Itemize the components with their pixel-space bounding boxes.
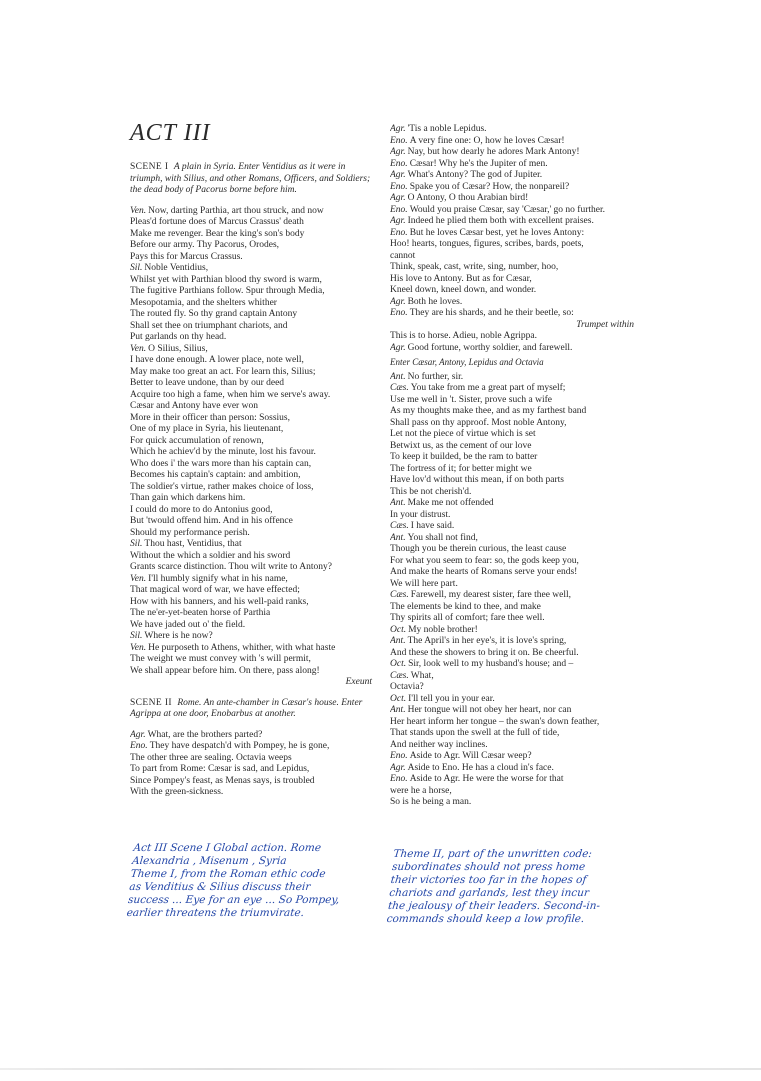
- verse-line: [390, 556, 634, 568]
- line-text: Would you praise Cæsar, say 'Cæsar,' go no further.: [409, 204, 605, 215]
- line-text: Sir, look well to my husband's house; and –: [408, 659, 574, 669]
- verse-line: [130, 263, 372, 275]
- verse-line: [130, 585, 372, 597]
- line-text: Cæsar and Antony have ever won: [130, 401, 258, 411]
- speaker-name: Ven.: [130, 573, 147, 584]
- verse-line: [390, 567, 634, 579]
- speaker-name: Eno.: [390, 774, 408, 784]
- verse-line: [390, 182, 634, 194]
- scene1-heading: [130, 162, 372, 197]
- line-text: May make too great an act. For learn this, Silius;: [130, 366, 316, 377]
- verse-line: [130, 367, 372, 379]
- line-text: More in their officer than person: Sossius,: [130, 412, 290, 423]
- line-text: Pleas'd fortune does of Marcus Crassus' death: [130, 217, 304, 227]
- line-text: The elements be kind to thee, and make: [390, 601, 541, 612]
- line-text: Her tongue will not obey her heart, nor can: [407, 705, 572, 715]
- line-text: That magical word of war, we have effected;: [130, 585, 300, 595]
- line-text: You shall not find,: [407, 532, 478, 543]
- line-text: What's Antony? The god of Jupiter.: [407, 170, 543, 180]
- line-text: Should my performance perish.: [130, 527, 250, 538]
- verse-line: [390, 274, 634, 286]
- verse-line: [130, 516, 372, 528]
- speaker-name: Ant.: [390, 371, 406, 382]
- verse-line: [130, 229, 372, 241]
- verse-line: [390, 262, 634, 274]
- verse-line: [390, 694, 634, 706]
- line-text: Octavia?: [390, 682, 424, 692]
- line-text: I have said.: [410, 521, 455, 531]
- speaker-name: Ant.: [390, 705, 406, 715]
- line-text: And these the showers to bring it on. Be cheerful.: [390, 647, 579, 658]
- line-text: They have despatch'd with Pompey, he is gone,: [149, 741, 330, 751]
- speaker-name: Ant.: [390, 532, 406, 543]
- scene2-direction: Rome. An ante-chamber in Cæsar's house. Enter Agrippa at one door, Enobarbus at another.: [130, 697, 363, 719]
- line-text: Than gain which darkens him.: [130, 493, 246, 503]
- line-text: One of my place in Syria, his lieutenant,: [130, 424, 284, 434]
- verse-line: [390, 613, 634, 625]
- speaker-name: Ant.: [390, 498, 406, 508]
- verse-line: [390, 285, 634, 297]
- verse-line: [130, 390, 372, 402]
- line-text: Becomes his captain's captain: and ambition,: [130, 470, 301, 480]
- line-text: No further, sir.: [407, 371, 464, 382]
- verse-line: [390, 487, 634, 499]
- verse-line: [130, 787, 372, 799]
- act-title: ACT III: [130, 120, 211, 146]
- line-text: Aside to Agr. He were the worse for that: [409, 774, 564, 784]
- line-text: Without the which a soldier and his sword: [130, 550, 291, 561]
- line-text: A very fine one: O, how he loves Cæsar!: [409, 135, 565, 146]
- line-text: Pays this for Marcus Crassus.: [130, 251, 243, 262]
- right-lines-c: [390, 372, 634, 809]
- verse-line: [130, 240, 372, 252]
- verse-line: [390, 452, 634, 464]
- line-text: Thy spirits all of comfort; fare thee well.: [390, 613, 545, 623]
- line-text: Have lov'd without this mean, if on both parts: [390, 475, 565, 485]
- line-text: But 'twould offend him. And in his offence: [130, 516, 293, 526]
- line-text: Now, darting Parthia, art thou struck, and now: [148, 205, 324, 216]
- line-text: The April's in her eye's, it is love's spring,: [407, 636, 567, 646]
- verse-line: [390, 475, 634, 487]
- line-text: His love to Antony. But as for Cæsar,: [390, 273, 532, 284]
- line-text: How with his banners, and his well-paid ranks,: [130, 596, 309, 607]
- line-text: And neither way inclines.: [390, 739, 488, 750]
- verse-line: [390, 193, 634, 205]
- verse-line: [130, 206, 372, 218]
- line-text: What,: [410, 670, 434, 681]
- verse-line: [390, 395, 634, 407]
- line-text: Make me not offended: [407, 498, 494, 508]
- verse-line: [130, 753, 372, 765]
- scene2-number: SCENE II: [130, 697, 172, 708]
- verse-line: [130, 505, 372, 517]
- line-text: We will here part.: [390, 578, 458, 589]
- verse-line: [390, 510, 634, 522]
- scene1-number: SCENE I: [130, 162, 169, 172]
- line-text: Kneel down, kneel down, and wonder.: [390, 285, 537, 295]
- line-text: Cæsar! Why he's the Jupiter of men.: [409, 158, 548, 169]
- line-text: O Silius, Silius,: [148, 343, 208, 354]
- verse-line: [130, 608, 372, 620]
- speaker-name: Ven.: [130, 205, 147, 216]
- line-text: You take from me a great part of myself;: [410, 383, 566, 393]
- handwritten-note-left: [126, 842, 345, 920]
- speaker-name: Agr.: [390, 296, 406, 307]
- verse-line: [390, 205, 634, 217]
- note-line: success ... Eye for an eye ... So Pompey,: [127, 894, 340, 906]
- verse-line: [130, 309, 372, 321]
- note-line: their victories too far in the hopes of: [390, 874, 587, 886]
- left-column: [130, 162, 372, 799]
- line-text: Thou hast, Ventidius, that: [144, 539, 242, 549]
- line-text: I'll tell you in your ear.: [408, 693, 495, 704]
- verse-line: [390, 429, 634, 441]
- verse-line: [130, 539, 372, 551]
- line-text: I have done enough. A lower place, note well,: [130, 355, 304, 365]
- line-text: 'Tis a noble Lepidus.: [407, 124, 487, 134]
- speaker-name: Agr.: [390, 342, 406, 353]
- speaker-name: Sil.: [130, 631, 143, 641]
- line-text: Hoo! hearts, tongues, figures, scribes, bards, poets,: [390, 239, 584, 249]
- note-line: Theme II, part of the unwritten code:: [392, 848, 593, 860]
- line-text: Which he achiev'd by the minute, lost his favour.: [130, 447, 316, 457]
- verse-line: [390, 648, 634, 660]
- speaker-name: Agr.: [390, 124, 406, 134]
- verse-line: [390, 774, 634, 786]
- verse-line: [130, 528, 372, 540]
- verse-line: [390, 786, 634, 798]
- line-text: The soldier's virtue, rather makes choice of loss,: [130, 481, 314, 492]
- line-text: Aside to Agr. Will Cæsar weep?: [409, 751, 532, 761]
- scene1-exit: Exeunt: [345, 677, 372, 687]
- speaker-name: Agr.: [390, 193, 406, 203]
- line-text: I could do more to do Antonius good,: [130, 504, 273, 515]
- speaker-name: Eno.: [390, 135, 408, 146]
- line-text: Shall pass on thy approof. Most noble Antony,: [390, 417, 567, 428]
- scene1-direction: A plain in Syria. Enter Ventidius as it were in triumph, with Silius, and other Romans, Officers, and Soldiers; the dead body of Pacorus borne before him.: [130, 162, 371, 195]
- verse-line: [130, 344, 372, 356]
- verse-line: [390, 343, 634, 355]
- line-text: But he loves Cæsar best, yet he loves Antony:: [409, 227, 585, 238]
- scene2-heading: [130, 698, 372, 721]
- verse-line: [130, 654, 372, 666]
- verse-line: [390, 625, 634, 637]
- verse-line: [130, 551, 372, 563]
- verse-line: [390, 590, 634, 602]
- line-text: The other three are sealing. Octavia weeps: [130, 752, 292, 763]
- verse-line: [130, 436, 372, 448]
- speaker-name: Eno.: [390, 751, 408, 761]
- verse-line: [390, 216, 634, 228]
- verse-line: [130, 620, 372, 632]
- line-text: Use me well in 't. Sister, prove such a wife: [390, 394, 553, 405]
- verse-line: [130, 776, 372, 788]
- speaker-name: Oct.: [390, 693, 407, 704]
- line-text: With the green-sickness.: [130, 787, 224, 797]
- line-text: The fortress of it; for better might we: [390, 463, 532, 474]
- verse-line: [130, 574, 372, 586]
- speaker-name: Sil.: [130, 263, 143, 273]
- verse-line: [390, 797, 634, 809]
- line-text: Nay, but how dearly he adores Mark Antony!: [407, 147, 580, 157]
- verse-line: [130, 666, 372, 678]
- speaker-name: Cæs.: [390, 521, 409, 531]
- line-text: Make me revenger. Bear the king's son's body: [130, 228, 305, 239]
- verse-line: [130, 355, 372, 367]
- speaker-name: Agr.: [130, 729, 146, 740]
- verse-line: [390, 147, 634, 159]
- line-text: cannot: [390, 250, 416, 261]
- verse-line: [390, 728, 634, 740]
- line-text: I'll humbly signify what in his name,: [148, 573, 288, 584]
- verse-line: [390, 579, 634, 591]
- note-line: the jealousy of their leaders. Second-in-: [387, 900, 601, 912]
- verse-line: [390, 521, 634, 533]
- verse-line: [130, 275, 372, 287]
- speaker-name: Ven.: [130, 343, 147, 354]
- verse-line: [390, 239, 634, 251]
- right-column: [390, 124, 634, 809]
- line-text: Think, speak, cast, write, sing, number, hoo,: [390, 262, 559, 272]
- note-line: subordinates should not press home: [391, 861, 586, 873]
- speaker-name: Eno.: [390, 158, 408, 169]
- line-text: O Antony, O thou Arabian bird!: [407, 193, 529, 203]
- note-line: as Venditius & Silius discuss their: [128, 881, 311, 893]
- note-line: Theme I, from the Roman ethic code: [130, 868, 327, 880]
- line-text: The routed fly. So thy grand captain Antony: [130, 309, 298, 319]
- speaker-name: Agr.: [390, 762, 406, 773]
- verse-line: [130, 424, 372, 436]
- verse-line: [390, 308, 634, 320]
- speaker-name: Agr.: [390, 216, 406, 226]
- line-text: Betwixt us, as the cement of our love: [390, 440, 532, 451]
- line-text: Farewell, my dearest sister, fare thee well,: [410, 590, 572, 600]
- line-text: This be not cherish'd.: [390, 486, 472, 497]
- line-text: For quick accumulation of renown,: [130, 435, 264, 446]
- line-text: He purposeth to Athens, whither, with what haste: [148, 642, 336, 653]
- verse-line: [390, 602, 634, 614]
- verse-line: [390, 763, 634, 775]
- verse-line: [130, 482, 372, 494]
- verse-line: [390, 682, 634, 694]
- verse-line: [390, 464, 634, 476]
- line-text: We have jaded out o' the field.: [130, 619, 246, 630]
- verse-line: [130, 447, 372, 459]
- speaker-name: Sil.: [130, 539, 143, 549]
- verse-line: [390, 498, 634, 510]
- line-text: We shall appear before him. On there, pass along!: [130, 665, 320, 676]
- line-text: Let not the piece of virtue which is set: [390, 429, 536, 439]
- verse-line: [390, 740, 634, 752]
- verse-line: [130, 413, 372, 425]
- verse-line: [390, 331, 634, 343]
- verse-line: [130, 631, 372, 643]
- line-text: Noble Ventidius,: [144, 263, 209, 273]
- line-text: Whilst yet with Parthian blood thy sword is warm,: [130, 274, 322, 285]
- line-text: To keep it builded, be the ram to batter: [390, 452, 538, 462]
- speaker-name: Eno.: [130, 741, 148, 751]
- line-text: The weight we must convey with 's will permit,: [130, 654, 311, 664]
- note-line: chariots and garlands, lest they incur: [388, 887, 590, 899]
- verse-line: [390, 383, 634, 395]
- verse-line: [130, 493, 372, 505]
- verse-line: [390, 251, 634, 263]
- line-text: My noble brother!: [408, 624, 478, 635]
- verse-line: [130, 378, 372, 390]
- line-text: Indeed he plied them both with excellent praises.: [407, 216, 594, 226]
- verse-line: [390, 659, 634, 671]
- verse-line: [390, 228, 634, 240]
- enter-direction: Enter Cæsar, Antony, Lepidus and Octavia: [390, 357, 544, 367]
- trumpet-direction: Trumpet within: [576, 319, 634, 330]
- verse-line: [390, 544, 634, 556]
- verse-line: [390, 705, 634, 717]
- verse-line: [130, 298, 372, 310]
- line-text: In your distrust.: [390, 509, 451, 520]
- verse-line: [130, 252, 372, 264]
- line-text: To part from Rome: Cæsar is sad, and Lepidus,: [130, 764, 310, 774]
- handwritten-note-right: [386, 848, 606, 926]
- speaker-name: Oct.: [390, 659, 407, 669]
- right-lines-b: [390, 331, 634, 354]
- speaker-name: Agr.: [390, 147, 406, 157]
- verse-line: [130, 470, 372, 482]
- verse-line: [390, 671, 634, 683]
- verse-line: [130, 321, 372, 333]
- line-text: They are his shards, and he their beetle, so:: [409, 308, 574, 318]
- line-text: What, are the brothers parted?: [147, 729, 263, 740]
- line-text: Aside to Eno. He has a cloud in's face.: [407, 762, 554, 773]
- verse-line: [130, 217, 372, 229]
- page-crease: [0, 1068, 761, 1070]
- verse-line: [390, 297, 634, 309]
- speaker-name: Eno.: [390, 181, 408, 192]
- line-text: Her heart inform her tongue – the swan's down feather,: [390, 716, 600, 727]
- verse-line: [130, 730, 372, 742]
- verse-line: [390, 418, 634, 430]
- line-text: Put garlands on thy head.: [130, 332, 227, 342]
- speaker-name: Eno.: [390, 204, 408, 215]
- scene2-text: [130, 730, 372, 799]
- line-text: As my thoughts make thee, and as my farthest band: [390, 406, 587, 416]
- verse-line: [130, 286, 372, 298]
- speaker-name: Cæs.: [390, 670, 409, 681]
- verse-line: [390, 441, 634, 453]
- line-text: Both he loves.: [407, 296, 463, 307]
- note-line: Act III Scene I Global action. Rome: [132, 842, 322, 854]
- line-text: Grants scarce distinction. Thou wilt write to Antony?: [130, 562, 332, 572]
- verse-line: [130, 597, 372, 609]
- verse-line: [130, 764, 372, 776]
- note-line: Alexandria , Misenum , Syria: [131, 855, 288, 867]
- note-line: commands should keep a low profile.: [386, 913, 585, 925]
- scene1-text: [130, 206, 372, 678]
- speaker-name: Ant.: [390, 636, 406, 646]
- verse-line: [130, 741, 372, 753]
- verse-line: [390, 751, 634, 763]
- line-text: That stands upon the swell at the full of tide,: [390, 728, 560, 738]
- verse-line: [390, 124, 634, 136]
- speaker-name: Cæs.: [390, 383, 409, 393]
- line-text: Acquire too high a fame, when him we serve's away.: [130, 389, 331, 400]
- line-text: Who does i' the wars more than his captain can,: [130, 458, 312, 469]
- verse-line: [390, 159, 634, 171]
- line-text: This is to horse. Adieu, noble Agrippa.: [390, 331, 537, 341]
- line-text: Where is he now?: [144, 631, 213, 641]
- line-text: Mesopotamia, and the shelters whither: [130, 297, 277, 308]
- speaker-name: Ven.: [130, 642, 147, 653]
- line-text: Spake you of Cæsar? How, the nonpareil?: [409, 181, 570, 192]
- line-text: The ne'er-yet-beaten horse of Parthia: [130, 608, 271, 618]
- line-text: Though you be therein curious, the least cause: [390, 544, 567, 554]
- verse-line: [390, 636, 634, 648]
- verse-line: [390, 136, 634, 148]
- verse-line: [390, 170, 634, 182]
- line-text: The fugitive Parthians follow. Spur through Media,: [130, 286, 325, 296]
- verse-line: [130, 332, 372, 344]
- verse-line: [130, 643, 372, 655]
- verse-line: [390, 372, 634, 384]
- right-lines-a: [390, 124, 634, 320]
- line-text: For what you seem to fear: so, the gods keep you,: [390, 555, 579, 566]
- line-text: Shall set thee on triumphant chariots, and: [130, 320, 288, 331]
- line-text: Better to leave undone, than by our deed: [130, 378, 285, 388]
- speaker-name: Oct.: [390, 624, 407, 635]
- line-text: So is he being a man.: [390, 797, 472, 807]
- verse-line: [390, 717, 634, 729]
- line-text: And make the hearts of Romans serve your ends!: [390, 567, 578, 577]
- line-text: Since Pompey's feast, as Menas says, is troubled: [130, 775, 315, 786]
- speaker-name: Eno.: [390, 227, 408, 238]
- line-text: were he a horse,: [390, 785, 452, 796]
- verse-line: [130, 562, 372, 574]
- verse-line: [390, 406, 634, 418]
- line-text: Good fortune, worthy soldier, and farewell.: [407, 342, 573, 353]
- verse-line: [390, 533, 634, 545]
- speaker-name: Agr.: [390, 170, 406, 180]
- verse-line: [130, 401, 372, 413]
- line-text: Before our army. Thy Pacorus, Orodes,: [130, 240, 280, 250]
- verse-line: [130, 459, 372, 471]
- note-line: earlier threatens the triumvirate.: [126, 907, 305, 919]
- speaker-name: Eno.: [390, 308, 408, 318]
- speaker-name: Cæs.: [390, 590, 409, 600]
